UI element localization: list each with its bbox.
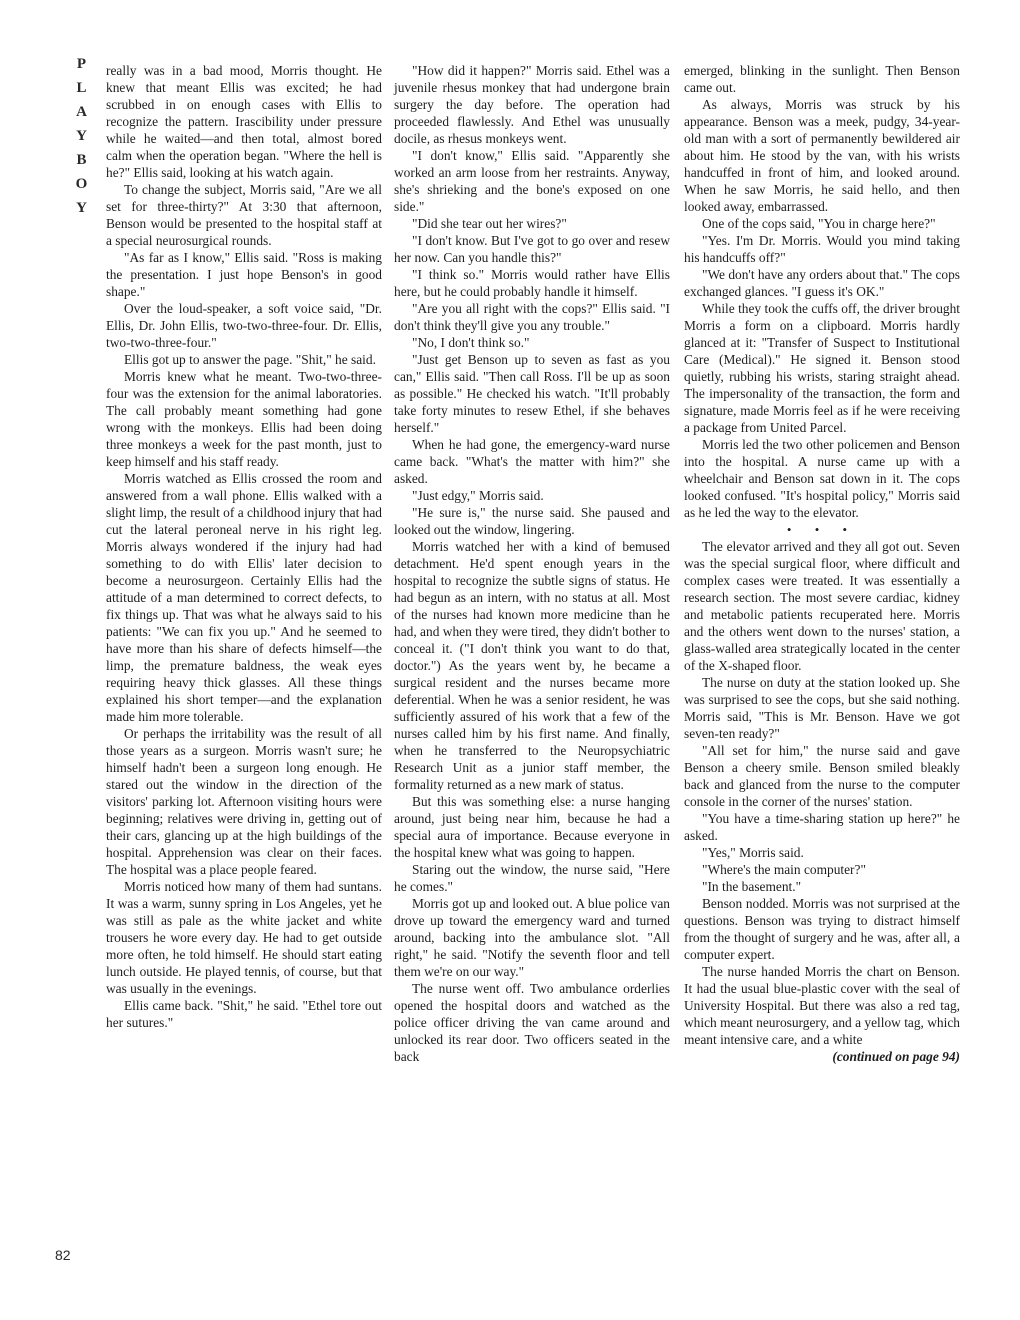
continued-note: (continued on page 94): [832, 1049, 960, 1064]
magazine-letter: A: [76, 104, 88, 120]
paragraph: "Yes. I'm Dr. Morris. Would you mind taking his handcuffs off?": [684, 233, 960, 265]
paragraph: "I don't know," Ellis said. "Apparently she worked an arm loose from her restraints. Anyway, she's shrieking and the bone's exposed on one side.": [394, 148, 670, 214]
paragraph: The nurse on duty at the station looked up. She was surprised to see the cops, but she said nothing. Morris said, "This is Mr. Benson. Have we got seven-ten ready?": [684, 675, 960, 741]
magazine-letter: O: [75, 176, 89, 192]
paragraph: "Are you all right with the cops?" Ellis said. "I don't think they'll give you any trouble.": [394, 301, 670, 333]
section-break: • • •: [786, 522, 858, 537]
paragraph: "Did she tear out her wires?": [412, 216, 567, 231]
paragraph: But this was something else: a nurse hanging around, just being near him, because he had a special aura of importance. Because everyone in the hospital knew what was going to happen.: [394, 794, 670, 860]
magazine-letter: B: [76, 152, 88, 168]
paragraph: Morris got up and looked out. A blue police van drove up toward the emergency ward and turned around, backing into the ambulance slot. "All right," he said. "Notify the seventh floor and tell them we're on our way.": [394, 896, 670, 979]
text-column-3: [684, 62, 960, 1065]
paragraph: "All set for him," the nurse said and gave Benson a cheery smile. Benson smiled bleakly back and glanced from the nurse to the computer console in the corner of the nurses' station.: [684, 743, 960, 809]
page-number: 82: [55, 1247, 71, 1263]
paragraph: Morris watched her with a kind of bemused detachment. He'd spent enough years in the hospital to recognize the subtle signs of status. He had begun as an intern, with no status at all. Most of the nurses had known more medicine than he had, and when they were tired, they didn't bother to conceal it. ("I don't think you want to do that, doctor.") As the years went by, he became a surgical resident and the nurses became more deferential. When he was a senior resident, he was sufficiently assured of his work that a few of the nurses called him by his first name. And finally, when he transferred to the Neuropsychiatric Research Unit as a junior staff member, the formality returned as a new mark of status.: [394, 539, 670, 792]
paragraph: One of the cops said, "You in charge here?": [702, 216, 936, 231]
paragraph: "How did it happen?" Morris said. Ethel was a juvenile rhesus monkey that had undergone brain surgery the day before. The operation had proceeded flawlessly. And Ethel was unusually docile, as rhesus monkeys went.: [394, 63, 670, 146]
paragraph: "No, I don't think so.": [412, 335, 530, 350]
paragraph: "Just get Benson up to seven as fast as you can," Ellis said. "Then call Ross. I'll be up as soon as possible." He checked his watch. "It'll probably take forty minutes to resew Ethel, if she behaves herself.": [394, 352, 670, 435]
paragraph: "I think so." Morris would rather have Ellis here, but he could probably handle it himself.: [394, 267, 670, 299]
paragraph: To change the subject, Morris said, "Are we all set for three-thirty?" At 3:30 that afternoon, Benson would be presented to the hospital staff at a special neurosurgical rounds.: [106, 182, 382, 248]
paragraph: "You have a time-sharing station up here?" he asked.: [684, 811, 960, 843]
magazine-letter: Y: [76, 128, 88, 144]
magazine-letter: Y: [76, 200, 88, 216]
paragraph: Benson nodded. Morris was not surprised at the questions. Benson was trying to distract himself from the thought of surgery and he was, after all, a computer expert.: [684, 896, 960, 962]
paragraph: Or perhaps the irritability was the result of all those years as a surgeon. Morris wasn't sure; he himself hadn't been a surgeon long enough. He stared out the window in the direction of the visitors' parking lot. Afternoon visiting hours were beginning; relatives were driving in, getting out of their cars, glancing up at the high buildings of the hospital. Apprehension was clear on their faces. The hospital was a place people feared.: [106, 726, 382, 877]
paragraph: "I don't know. But I've got to go over and resew her now. Can you handle this?": [394, 233, 670, 265]
paragraph: "Yes," Morris said.: [702, 845, 804, 860]
paragraph: Staring out the window, the nurse said, "Here he comes.": [394, 862, 670, 894]
paragraph: "Where's the main computer?": [702, 862, 866, 877]
paragraph: Morris noticed how many of them had suntans. It was a warm, sunny spring in Los Angeles, yet he was still as pale as the white jacket and white trousers he wore every day. He had to get outside more often, he told himself. He should start eating lunch outside. He played tennis, of course, but that was usually in the evenings.: [106, 879, 382, 996]
paragraph: emerged, blinking in the sunlight. Then Benson came out.: [684, 63, 960, 95]
paragraph: Ellis got up to answer the page. "Shit," he said.: [124, 352, 376, 367]
paragraph: The nurse went off. Two ambulance orderlies opened the hospital doors and watched as the police officer driving the van came around and unlocked its rear door. Two officers seated in the back: [394, 981, 670, 1064]
paragraph: "In the basement.": [702, 879, 802, 894]
paragraph: As always, Morris was struck by his appearance. Benson was a meek, pudgy, 34-year-old man with a sort of permanently bewildered air about him. He stood by the van, with his wrists handcuffed in front of him, and looked around. When he saw Morris, he said hello, and then looked away, embarrassed.: [684, 97, 960, 214]
paragraph: "As far as I know," Ellis said. "Ross is making the presentation. I just hope Benson's in good shape.": [106, 250, 382, 299]
paragraph: "We don't have any orders about that." The cops exchanged glances. "I guess it's OK.": [684, 267, 960, 299]
magazine-name-vertical: [52, 52, 112, 220]
text-column-1: [106, 62, 382, 1031]
paragraph: When he had gone, the emergency-ward nurse came back. "What's the matter with him?" she asked.: [394, 437, 670, 486]
magazine-letter: L: [76, 80, 88, 96]
paragraph: Morris led the two other policemen and Benson into the hospital. A nurse came up with a wheelchair and Benson sat down in it. The cops looked confused. "It's hospital policy," Morris said as he led the way to the elevator.: [684, 437, 960, 520]
paragraph: Ellis came back. "Shit," he said. "Ethel tore out her sutures.": [106, 998, 382, 1030]
paragraph: "Just edgy," Morris said.: [412, 488, 544, 503]
text-column-2: [394, 62, 670, 1065]
paragraph: The nurse handed Morris the chart on Benson. It had the usual blue-plastic cover with the seal of University Hospital. But there was also a red tag, which meant neurosurgery, and a yellow tag, which meant intensive care, and a white: [684, 964, 960, 1047]
paragraph: Morris knew what he meant. Two-two-three-four was the extension for the animal laboratories. The call probably meant something had gone wrong with the monkeys. Ellis had been doing three monkeys a week for the past month, just to keep himself and his staff ready.: [106, 369, 382, 469]
paragraph: really was in a bad mood, Morris thought. He knew that meant Ellis was excited; he had scrubbed in on enough cases with Ellis to recognize the pattern. Irascibility under pressure while he waited—and then total, almost bored calm when the operation began. "Where the hell is he?" Ellis said, looking at his watch again.: [106, 63, 382, 180]
paragraph: Over the loud-speaker, a soft voice said, "Dr. Ellis, Dr. John Ellis, two-two-three-four. Dr. Ellis, two-two-three-four.": [106, 301, 382, 350]
paragraph: "He sure is," the nurse said. She paused and looked out the window, lingering.: [394, 505, 670, 537]
paragraph: While they took the cuffs off, the driver brought Morris a form on a clipboard. Morris hardly glanced at it: "Transfer of Suspect to Institutional Care (Medical)." He signed it. Benson stood quietly, rubbing his wrists, staring straight ahead. The impersonality of the transaction, the form and signature, made Morris feel as if he were receiving a package from United Parcel.: [684, 301, 960, 435]
magazine-letter: P: [76, 56, 88, 72]
paragraph: The elevator arrived and they all got out. Seven was the special surgical floor, where difficult and complex cases were treated. It was essentially a research section. The most severe cardiac, kidney and metabolic patients recuperated here. Morris and the others went down to the nurses' station, a glass-walled area strategically located in the center of the X-shaped floor.: [684, 539, 960, 673]
paragraph: Morris watched as Ellis crossed the room and answered from a wall phone. Ellis walked with a slight limp, the result of a childhood injury that had cut the lateral peroneal nerve in his right leg. Morris always wondered if the injury had had something to do with Ellis' later decision to become a neurosurgeon. Certainly Ellis had the attitude of a man determined to correct defects, to fix things up. That was what he always said to his patients: "We can fix you up." And he seemed to have more than his share of defects himself—the limp, the premature baldness, the weak eyes requiring heavy thick glasses. All these things explained his short temper—and the explanation made him more tolerable.: [106, 471, 382, 724]
